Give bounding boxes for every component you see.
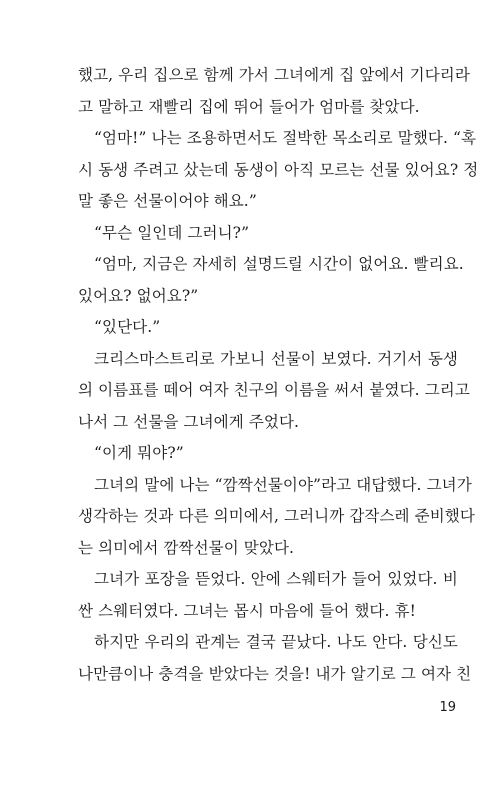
- text-line-11: 의 이름표를 떼어 여자 친구의 이름을 써서 붙였다. 그리고: [78, 381, 470, 399]
- text-line-12: 나서 그 선물을 그녀에게 주었다.: [78, 412, 300, 431]
- text-line-19: 하지만 우리의 관계는 결국 끝났다. 나도 안다. 당신도: [94, 633, 458, 651]
- text-line-6: “무슨 일인데 그러니?”: [94, 223, 250, 242]
- text-line-4: 시 동생 주려고 샀는데 동생이 아직 모르는 선물 있어요? 정: [78, 160, 479, 179]
- text-line-9: “있단다.”: [94, 318, 161, 336]
- text-line-7: “엄마, 지금은 자세히 설명드릴 시간이 없어요. 빨리요.: [94, 255, 464, 273]
- text-line-13: “이게 뭐야?”: [94, 444, 184, 462]
- text-line-3: “엄마!” 나는 조용하면서도 절박한 목소리로 말했다. “혹: [94, 129, 477, 147]
- text-line-8: 있어요? 없어요?”: [78, 286, 199, 305]
- text-line-1: 했고, 우리 집으로 함께 가서 그녀에게 집 앞에서 기다리라: [78, 66, 470, 84]
- text-line-14: 그녀의 말에 나는 “깜짝선물이야”라고 대답했다. 그녀가: [94, 475, 472, 494]
- text-line-17: 그녀가 포장을 뜯었다. 안에 스웨터가 들어 있었다. 비: [94, 570, 458, 588]
- page-number: 19: [439, 700, 456, 715]
- text-line-15: 생각하는 것과 다른 의미에서, 그러니까 갑작스레 준비했다: [78, 507, 475, 525]
- text-line-18: 싼 스웨터였다. 그녀는 몹시 마음에 들어 했다. 휴!: [78, 601, 416, 620]
- text-line-2: 고 말하고 재빨리 집에 뛰어 들어가 엄마를 찾았다.: [78, 97, 420, 116]
- body-text: [78, 60, 479, 690]
- text-line-10: 크리스마스트리로 가보니 선물이 보였다. 거기서 동생: [94, 349, 458, 368]
- text-line-5: 말 좋은 선물이어야 해요.”: [78, 192, 257, 210]
- text-line-16: 는 의미에서 깜짝선물이 맞았다.: [78, 538, 295, 557]
- text-line-20: 나만큼이나 충격을 받았다는 것을! 내가 알기로 그 여자 친: [78, 664, 472, 683]
